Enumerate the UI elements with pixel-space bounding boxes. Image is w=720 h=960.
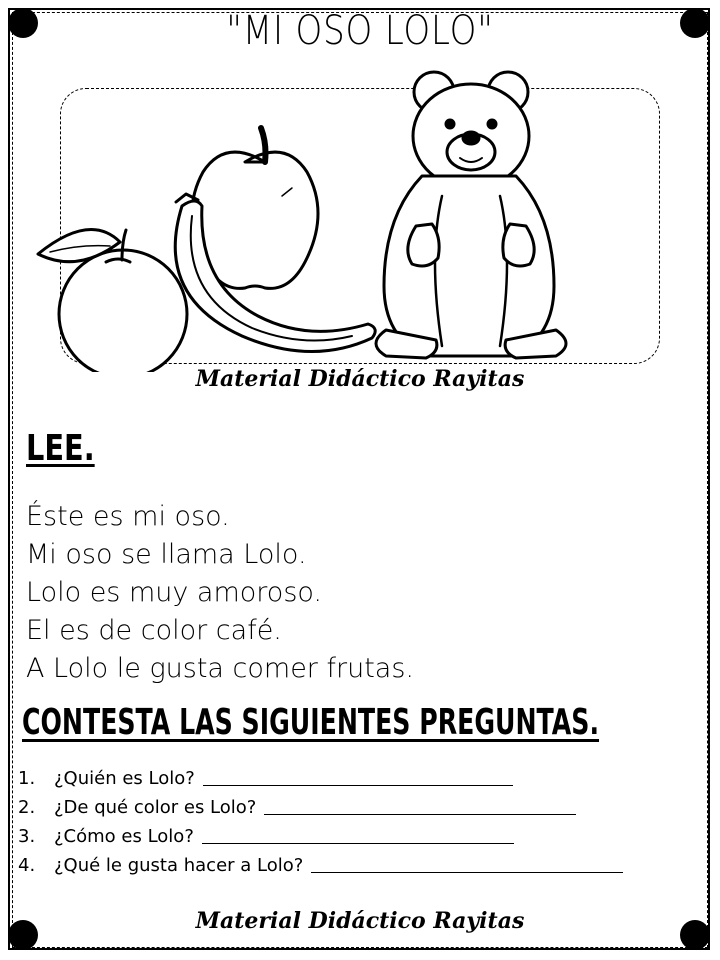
brand-watermark: Material Didáctico Rayitas: [195, 366, 525, 392]
question-item: [18, 793, 623, 822]
question-item: [18, 851, 623, 880]
story-line: A Lolo le gusta comer frutas.: [26, 653, 414, 684]
question-item: [18, 764, 623, 793]
story-text: [26, 498, 414, 688]
question-text: ¿Quién es Lolo?: [54, 768, 195, 789]
questions-list: [18, 764, 623, 880]
story-line: El es de color café.: [26, 615, 282, 646]
question-text: ¿De qué color es Lolo?: [54, 797, 257, 818]
story-line: Lolo es muy amoroso.: [26, 577, 323, 608]
question-text: ¿Cómo es Lolo?: [54, 826, 194, 847]
question-text: ¿Qué le gusta hacer a Lolo?: [54, 855, 304, 876]
bear-icon: [376, 72, 566, 358]
orange-icon: [38, 230, 187, 373]
answer-line[interactable]: [202, 843, 514, 844]
question-item: [18, 822, 623, 851]
read-heading: LEE.: [26, 428, 95, 469]
fruits-and-bear-illustration: [30, 66, 630, 372]
answer-line[interactable]: [264, 814, 576, 815]
answer-line[interactable]: [203, 785, 513, 786]
question-number: 4.: [18, 855, 36, 876]
question-number: 3.: [18, 826, 36, 847]
brand-watermark-footer: Material Didáctico Rayitas: [195, 908, 525, 934]
question-number: 1.: [18, 768, 36, 789]
questions-heading: CONTESTA LAS SIGUIENTES PREGUNTAS.: [22, 702, 600, 743]
story-line: Mi oso se llama Lolo.: [26, 539, 307, 570]
question-number: 2.: [18, 797, 36, 818]
page-title: "MI OSO LOLO": [226, 8, 494, 54]
story-line: Éste es mi oso.: [26, 501, 230, 532]
answer-line[interactable]: [311, 872, 623, 873]
